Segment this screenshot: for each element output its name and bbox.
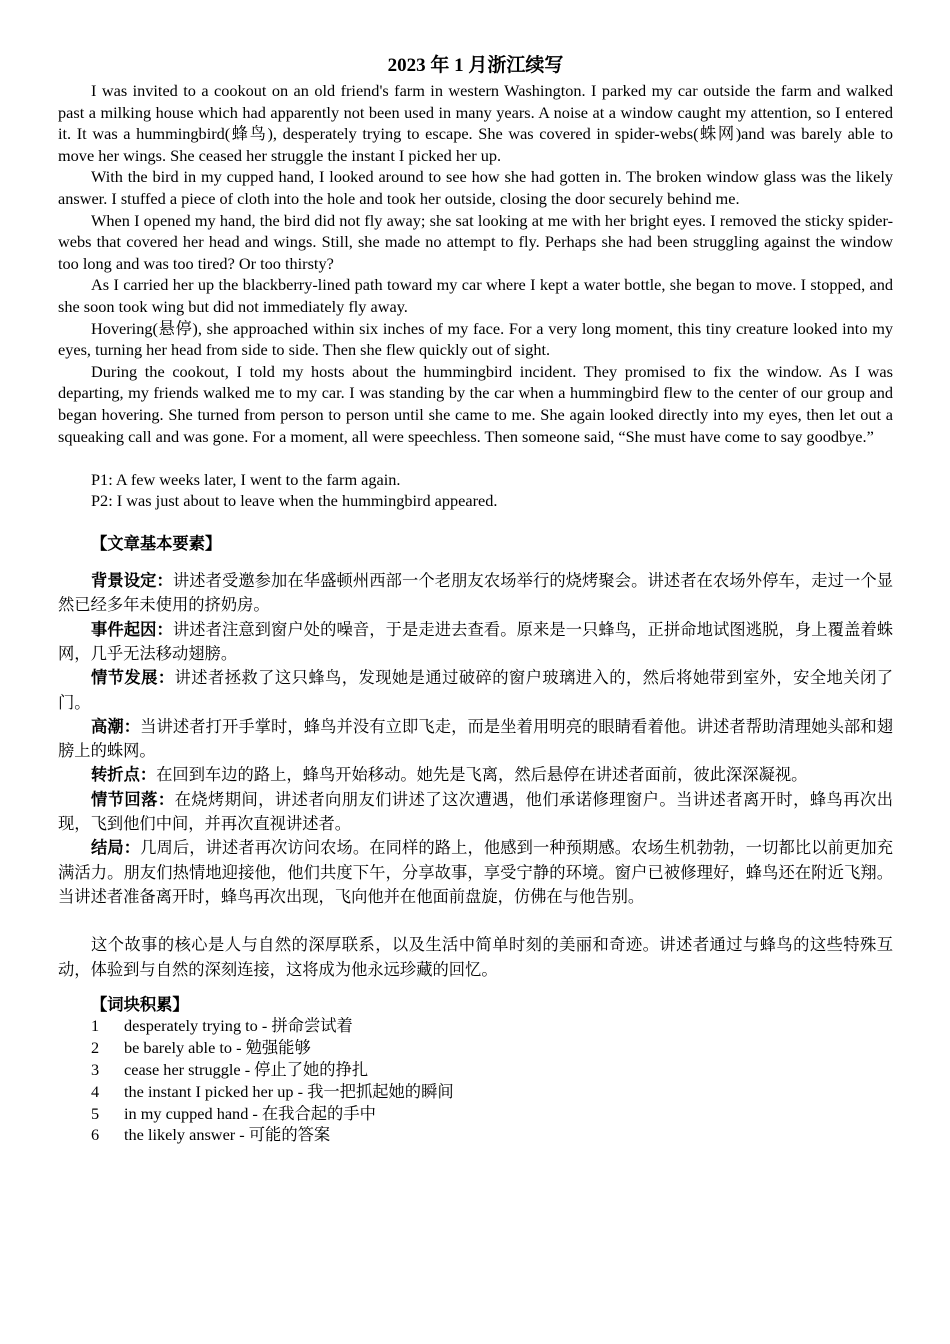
vocab-heading: 【词块积累】 xyxy=(91,994,189,1014)
story-paragraph: When I opened my hand, the bird did not fly away; she sat looking at me with her bright eyes. I removed the sticky spider-webs that covered her head and wings. Still, she made no attempt to fly. Perhaps she had been struggling against the window too long and was too tired? Or too thirsty? xyxy=(58,210,893,273)
story-paragraph: Hovering(悬停), she approached within six inches of my face. For a very long moment, this tiny creature looked into my eyes, turning her head from side to side. Then she flew quickly out of sight. xyxy=(58,318,893,360)
element-text: 讲述者受邀参加在华盛顿州西部一个老朋友农场举行的烧烤聚会。讲述者在农场外停车，走过一个显然已经多年未使用的挤奶房。 xyxy=(58,571,893,615)
element-item xyxy=(58,763,893,787)
vocab-item xyxy=(58,1037,893,1059)
element-item xyxy=(58,836,893,909)
element-text: 讲述者注意到窗户处的噪音，于是走进去查看。原来是一只蜂鸟，正拼命地试图逃脱，身上覆盖着蛛网，几乎无法移动翅膀。 xyxy=(58,619,893,663)
document-page xyxy=(58,52,893,1146)
vocab-list xyxy=(58,1015,893,1146)
vocab-item xyxy=(58,1015,893,1037)
page-title: 2023 年 1 月浙江续写 xyxy=(387,55,564,76)
vocab-text: cease her struggle - 停止了她的挣扎 xyxy=(124,1060,369,1079)
element-text: 在烧烤期间，讲述者向朋友们讲述了这次遭遇，他们承诺修理窗户。当讲述者离开时，蜂鸟再次出现，飞到他们中间，并再次直视讲述者。 xyxy=(58,789,893,834)
element-label: 高潮： xyxy=(91,716,141,736)
element-label: 转折点： xyxy=(91,765,157,785)
vocab-item xyxy=(58,1103,893,1125)
element-item xyxy=(58,618,893,667)
vocab-text: the likely answer - 可能的答案 xyxy=(124,1125,331,1145)
vocab-number: 1 xyxy=(91,1016,100,1036)
prompt-p1: P1: A few weeks later, I went to the farm again. xyxy=(91,469,401,489)
element-item xyxy=(58,569,893,618)
story-paragraph: As I carried her up the blackberry-lined path toward my car where I kept a water bottle, she began to move. I stopped, and she soon took wing but did not immediately fly away. xyxy=(58,275,893,316)
prompt-p2: P2: I was just about to leave when the hummingbird appeared. xyxy=(91,491,498,511)
vocab-text: the instant I picked her up - 我一把抓起她的瞬间 xyxy=(124,1081,454,1101)
element-text: 在回到车边的路上，蜂鸟开始移动。她先是飞离，然后悬停在讲述者面前，彼此深深凝视。 xyxy=(156,765,808,785)
element-label: 背景设定： xyxy=(91,571,173,591)
vocab-item xyxy=(58,1059,893,1081)
element-text: 几周后，讲述者再次访问农场。在同样的路上，他感到一种预期感。农场生机勃勃，一切都比以前更加充满活力。朋友们热情地迎接他，他们共度下午，分享故事，享受宁静的环境。窗户已被修理好，蜂鸟还在附近飞翔。当讲述者准备离开时，蜂鸟再次出现，飞向他并在他面前盘旋，仿佛在与他告别。 xyxy=(58,838,893,906)
element-text: 当讲述者打开手掌时，蜂鸟并没有立即飞走，而是坐着用明亮的眼睛看着他。讲述者帮助清理她头部和翅膀上的蛛网。 xyxy=(58,716,893,761)
vocab-text: in my cupped hand - 在我合起的手中 xyxy=(124,1103,376,1123)
story-paragraph: I was invited to a cookout on an old friend's farm in western Washington. I parked my car outside the farm and walked past a milking house which had apparently not been used in many years. A noise at a window caught my attention, so I entered it. It was a hummingbird(蜂鸟), desperately trying to escape. She was covered in spider-webs(蛛网)and was barely able to move her wings. She ceased her struggle the instant I picked her up. xyxy=(58,81,893,165)
element-item xyxy=(58,788,893,837)
vocab-number: 2 xyxy=(91,1038,100,1058)
element-label: 结局： xyxy=(91,838,141,858)
elements-heading: 【文章基本要素】 xyxy=(91,534,222,554)
element-item xyxy=(58,666,893,715)
element-label: 事件起因： xyxy=(91,619,173,639)
vocab-number: 6 xyxy=(91,1125,100,1145)
element-label: 情节发展： xyxy=(91,668,175,688)
element-label: 情节回落： xyxy=(91,789,175,809)
vocab-number: 4 xyxy=(91,1081,100,1101)
vocab-number: 3 xyxy=(91,1060,100,1079)
vocab-item xyxy=(58,1124,893,1146)
story-summary: 这个故事的核心是人与自然的深厚联系，以及生活中简单时刻的美丽和奇迹。讲述者通过与蜂鸟的这些特殊互动，体验到与自然的深刻连接，这将成为他永远珍藏的回忆。 xyxy=(58,935,893,979)
vocab-text: desperately trying to - 拼命尝试着 xyxy=(124,1016,353,1036)
vocab-item xyxy=(58,1081,893,1103)
story-paragraph: With the bird in my cupped hand, I looked around to see how she had gotten in. The broken window glass was the likely answer. I stuffed a piece of cloth into the hole and took her outside, closing the door securely behind me. xyxy=(58,167,893,208)
vocab-number: 5 xyxy=(91,1103,100,1123)
element-text: 讲述者拯救了这只蜂鸟，发现她是通过破碎的窗户玻璃进入的，然后将她带到室外，安全地关闭了门。 xyxy=(58,668,893,712)
story-paragraph: During the cookout, I told my hosts about the hummingbird incident. They promised to fix the window. As I was departing, my friends walked me to my car. I was standing by the car when a hummingbird flew to the center of our group and began hovering. She turned from person to person until she came to me. She again looked directly into my eyes, then let out a squeaking call and was gone. For a moment, all were speechless. Then someone said, “She must have come to say goodbye.” xyxy=(58,361,893,446)
vocab-text: be barely able to - 勉强能够 xyxy=(124,1038,311,1058)
element-item xyxy=(58,715,893,764)
